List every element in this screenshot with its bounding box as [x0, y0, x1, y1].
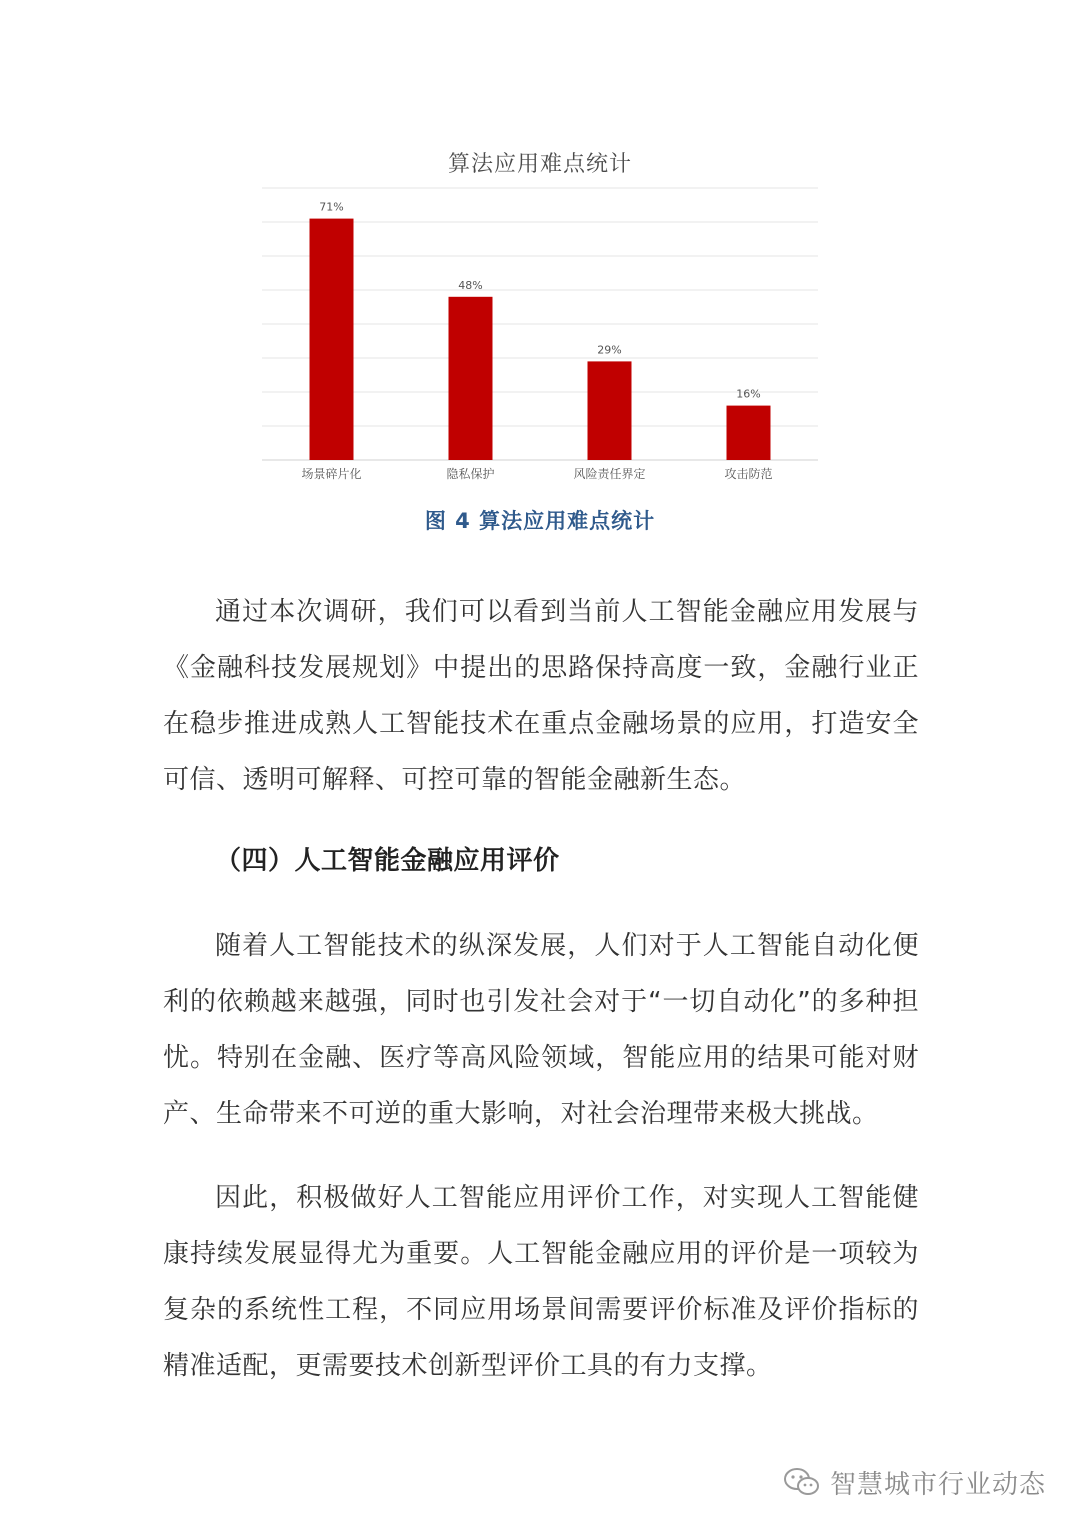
- data-label: 29%: [597, 343, 622, 357]
- bar: [727, 406, 771, 460]
- chart-title: 算法应用难点统计: [447, 152, 632, 177]
- bar: [310, 219, 354, 460]
- x-tick-label: 风险责任界定: [573, 467, 646, 481]
- x-tick-label: 场景碎片化: [301, 467, 362, 481]
- x-tick-label: 攻击防范: [724, 467, 773, 481]
- figure-caption: 图 4 算法应用难点统计: [424, 509, 656, 533]
- x-tick-label: 隐私保护: [446, 467, 495, 481]
- watermark-text: 智慧城市行业动态: [829, 1469, 1046, 1500]
- body-paragraph-1: 通过本次调研，我们可以看到当前人工智能金融应用发展与《金融科技发展规划》中提出的思路保持高度一致，金融行业正在稳步推进成熟人工智能技术在重点金融场景的应用，打造安全可信、透明可解释、可控可靠的智能金融新生态。: [163, 597, 919, 795]
- account-watermark: [782, 1462, 1046, 1502]
- data-label: 16%: [736, 387, 761, 401]
- body-paragraph-2: 随着人工智能技术的纵深发展，人们对于人工智能自动化便利的依赖越来越强，同时也引发社会对于“一切自动化”的多种担忧。特别在金融、医疗等高风险领域，智能应用的结果可能对财产、生命带来不可逆的重大影响，对社会治理带来极大挑战。: [163, 931, 919, 1129]
- bar-chart: [255, 180, 825, 490]
- bar: [449, 297, 493, 460]
- body-paragraph-3: 因此，积极做好人工智能应用评价工作，对实现人工智能健康持续发展显得尤为重要。人工智能金融应用的评价是一项较为复杂的系统性工程，不同应用场景间需要评价标准及评价指标的精准适配，更需要技术创新型评价工具的有力支撑。: [163, 1183, 919, 1381]
- wechat-icon: [782, 1466, 822, 1498]
- section-heading: （四）人工智能金融应用评价: [215, 846, 560, 876]
- data-label: 48%: [458, 278, 483, 292]
- data-label: 71%: [319, 200, 344, 214]
- bar: [588, 361, 632, 460]
